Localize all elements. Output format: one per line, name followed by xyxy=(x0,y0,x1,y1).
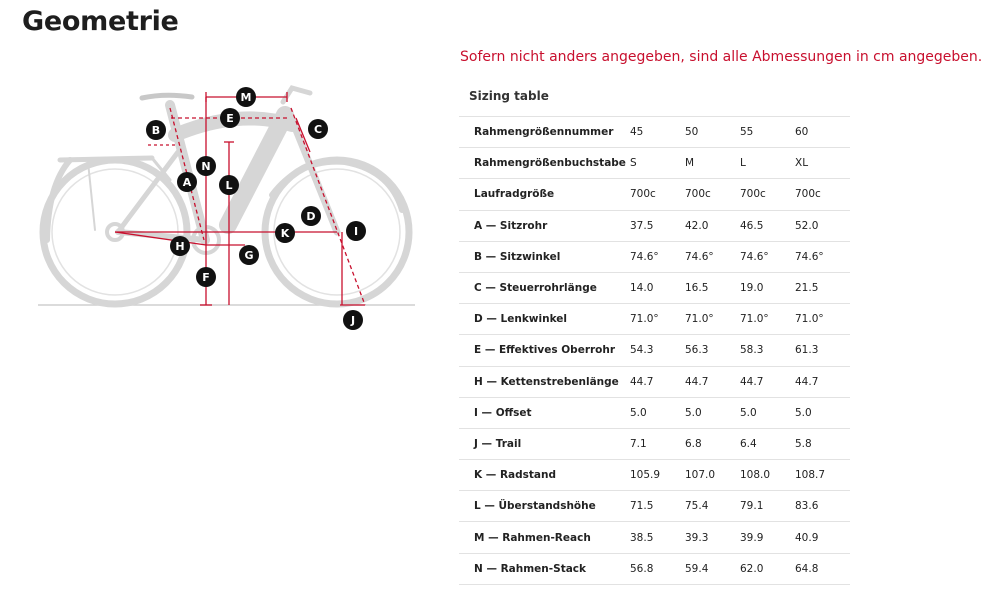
table-row xyxy=(459,428,850,459)
table-cell: 44.7 xyxy=(795,366,850,397)
table-cell: 83.6 xyxy=(795,491,850,522)
row-label: I — Offset xyxy=(459,397,630,428)
table-row xyxy=(459,397,850,428)
svg-text:A: A xyxy=(182,176,192,189)
label-n-marker xyxy=(196,156,216,176)
table-cell: 14.0 xyxy=(630,272,685,303)
table-cell: 6.4 xyxy=(740,428,795,459)
table-row xyxy=(459,179,850,210)
table-cell: 46.5 xyxy=(740,210,795,241)
svg-text:C: C xyxy=(313,123,323,136)
bike-geometry-diagram xyxy=(30,70,430,340)
label-c-marker xyxy=(308,119,328,139)
table-row xyxy=(459,304,850,335)
table-row xyxy=(459,553,850,584)
table-cell: S xyxy=(630,148,685,179)
table-cell: 71.0° xyxy=(630,304,685,335)
table-cell: 54.3 xyxy=(630,335,685,366)
row-label: Rahmengrößenbuchstabe xyxy=(459,148,630,179)
label-g-marker xyxy=(239,245,259,265)
row-label: C — Steuerrohrlänge xyxy=(459,272,630,303)
table-cell: 74.6° xyxy=(795,241,850,272)
table-cell: 44.7 xyxy=(685,366,740,397)
row-label: J — Trail xyxy=(459,428,630,459)
table-cell: 52.0 xyxy=(795,210,850,241)
row-label: K — Radstand xyxy=(459,460,630,491)
table-cell: 7.1 xyxy=(630,428,685,459)
table-cell: 108.7 xyxy=(795,460,850,491)
table-cell: 79.1 xyxy=(740,491,795,522)
table-cell: 37.5 xyxy=(630,210,685,241)
table-cell: 108.0 xyxy=(740,460,795,491)
table-cell: 60 xyxy=(795,117,850,148)
table-row xyxy=(459,210,850,241)
svg-text:N: N xyxy=(201,160,211,173)
table-cell: L xyxy=(740,148,795,179)
label-j-marker xyxy=(343,310,363,330)
table-cell: 40.9 xyxy=(795,522,850,553)
table-cell: 16.5 xyxy=(685,272,740,303)
table-cell: 5.0 xyxy=(740,397,795,428)
table-cell: 71.0° xyxy=(795,304,850,335)
svg-text:M: M xyxy=(240,91,252,104)
table-cell: 700c xyxy=(685,179,740,210)
table-cell: 5.0 xyxy=(630,397,685,428)
table-cell: 5.8 xyxy=(795,428,850,459)
row-label: Laufradgröße xyxy=(459,179,630,210)
svg-text:I: I xyxy=(353,225,359,238)
table-cell: 700c xyxy=(740,179,795,210)
label-f-marker xyxy=(196,267,216,287)
table-cell: 6.8 xyxy=(685,428,740,459)
table-cell: 62.0 xyxy=(740,553,795,584)
svg-text:D: D xyxy=(306,210,316,223)
page-title: Geometrie xyxy=(22,6,179,37)
row-label: Rahmengrößennummer xyxy=(459,117,630,148)
label-i-marker xyxy=(346,221,366,241)
table-cell: M xyxy=(685,148,740,179)
table-cell: 75.4 xyxy=(685,491,740,522)
table-cell: XL xyxy=(795,148,850,179)
table-cell: 5.0 xyxy=(685,397,740,428)
table-cell: 55 xyxy=(740,117,795,148)
table-row xyxy=(459,366,850,397)
table-cell: 74.6° xyxy=(685,241,740,272)
table-row xyxy=(459,272,850,303)
row-label: L — Überstandshöhe xyxy=(459,491,630,522)
table-cell: 64.8 xyxy=(795,553,850,584)
table-row xyxy=(459,491,850,522)
svg-text:K: K xyxy=(280,227,290,240)
table-row xyxy=(459,335,850,366)
table-cell: 59.4 xyxy=(685,553,740,584)
svg-text:J: J xyxy=(350,314,356,327)
label-d-marker xyxy=(301,206,321,226)
svg-text:H: H xyxy=(175,240,185,253)
label-h-marker xyxy=(170,236,190,256)
sizing-table-title: Sizing table xyxy=(469,89,549,103)
table-cell: 42.0 xyxy=(685,210,740,241)
table-cell: 19.0 xyxy=(740,272,795,303)
table-cell: 71.5 xyxy=(630,491,685,522)
table-cell: 58.3 xyxy=(740,335,795,366)
table-cell: 39.9 xyxy=(740,522,795,553)
label-k-marker xyxy=(275,223,295,243)
table-cell: 38.5 xyxy=(630,522,685,553)
sizing-table xyxy=(459,116,850,585)
table-cell: 44.7 xyxy=(630,366,685,397)
table-cell: 700c xyxy=(795,179,850,210)
svg-text:B: B xyxy=(151,124,161,137)
label-e-marker xyxy=(220,108,240,128)
label-l-marker xyxy=(219,175,239,195)
table-cell: 71.0° xyxy=(685,304,740,335)
label-b-marker xyxy=(146,120,166,140)
label-m-marker xyxy=(236,87,256,107)
table-cell: 44.7 xyxy=(740,366,795,397)
svg-text:E: E xyxy=(226,112,234,125)
table-row xyxy=(459,117,850,148)
svg-text:F: F xyxy=(202,271,210,284)
table-cell: 45 xyxy=(630,117,685,148)
table-cell: 56.8 xyxy=(630,553,685,584)
row-label: B — Sitzwinkel xyxy=(459,241,630,272)
table-cell: 107.0 xyxy=(685,460,740,491)
table-cell: 71.0° xyxy=(740,304,795,335)
svg-text:G: G xyxy=(244,249,254,262)
table-cell: 5.0 xyxy=(795,397,850,428)
table-cell: 105.9 xyxy=(630,460,685,491)
row-label: E — Effektives Oberrohr xyxy=(459,335,630,366)
table-row xyxy=(459,241,850,272)
row-label: M — Rahmen-Reach xyxy=(459,522,630,553)
row-label: N — Rahmen-Stack xyxy=(459,553,630,584)
table-row xyxy=(459,522,850,553)
table-cell: 74.6° xyxy=(630,241,685,272)
table-row xyxy=(459,460,850,491)
row-label: A — Sitzrohr xyxy=(459,210,630,241)
table-cell: 74.6° xyxy=(740,241,795,272)
table-cell: 21.5 xyxy=(795,272,850,303)
table-cell: 700c xyxy=(630,179,685,210)
table-cell: 61.3 xyxy=(795,335,850,366)
table-row xyxy=(459,148,850,179)
row-label: H — Kettenstrebenlänge xyxy=(459,366,630,397)
table-cell: 56.3 xyxy=(685,335,740,366)
table-cell: 50 xyxy=(685,117,740,148)
row-label: D — Lenkwinkel xyxy=(459,304,630,335)
svg-text:L: L xyxy=(225,179,233,192)
units-note: Sofern nicht anders angegeben, sind alle Abmessungen in cm angegeben. xyxy=(460,49,983,65)
label-a-marker xyxy=(177,172,197,192)
table-cell: 39.3 xyxy=(685,522,740,553)
